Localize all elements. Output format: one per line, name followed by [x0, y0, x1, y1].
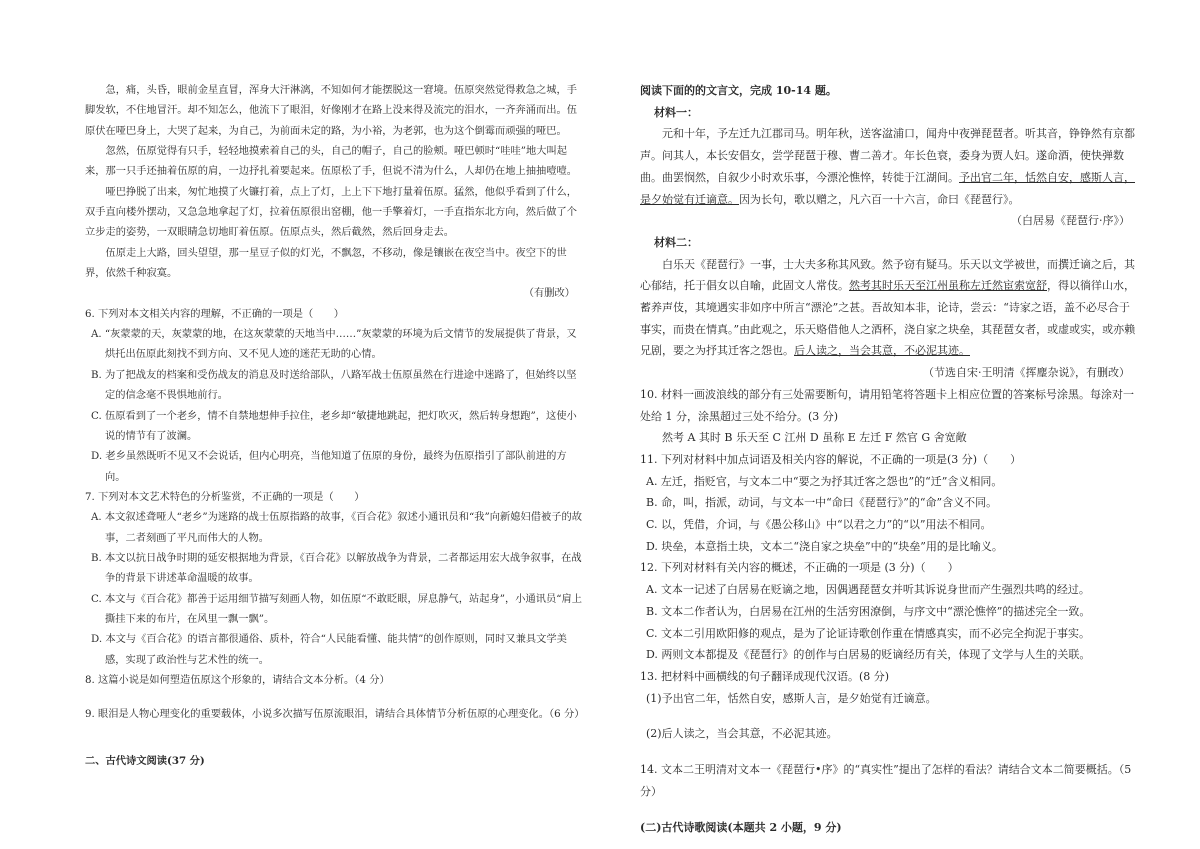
- story-paragraph: 忽然，伍原觉得有只手，轻轻地摸索着自己的头，自己的帽子，自己的脸颊。哑巴顿时“哇哇”地大叫起来，那一只手还抽着伍原的肩，一边抒扎着要起来。伍原松了手，但说不清为什么，人却仍在地上抽抽噎噎。: [85, 145, 578, 178]
- story-paragraph: 哑巴挣脱了出来，匆忙地摸了火镰打着，点上了灯，上上下下地打量着伍原。猛然，他似乎看到了什么，双手直向楼外摆动，又急急地拿起了灯，拉着伍原很出窑棚，他一手擎着灯，一手直指东北方向，然后做了个立步走的姿势，一双眼睛急切地盯着伍原。伍原点头，然后截然，然后回身走去。: [85, 185, 578, 239]
- question-7-stem: 7. 下列对本文艺术特色的分析鉴赏，不正确的一项是（ ）: [85, 490, 365, 503]
- q6-option-b: B. 为了把战友的档案和受伤战友的消息及时送给部队，八路军战士伍原虽然在行进途中迷路了，但始终以坚定的信念毫不畏惧地前行。: [91, 368, 577, 402]
- q12-option-a: A. 文本一记述了白居易在贬谪之地，因偶遇琵琶女并听其诉说身世而产生强烈共鸣的经过。: [646, 583, 1090, 597]
- material-2-source: （节选自宋·王明清《挥麈杂说》，有删改）: [923, 366, 1130, 380]
- question-14: 14. 文本二王明清对文本一《琵琶行•序》的“真实性”提出了怎样的看法？请结合文本二简要概括。（5 分）: [640, 763, 1132, 798]
- question-6-stem: 6. 下列对本文相关内容的理解，不正确的一项是（ ）: [85, 307, 345, 320]
- material-1-label: 材料一：: [654, 105, 698, 119]
- q6-option-d: D. 老乡虽然既听不见又不会说话，但内心明亮，当他知道了伍原的身份，最终为伍原指引了部队前进的方向。: [91, 450, 567, 483]
- story-source: （有删改）: [523, 287, 575, 300]
- q7-option-a: A. 本文叙述聋哑人“老乡”为迷路的战士伍原指路的故事，《百合花》叙述小通讯员和“我”向新媳妇借被子的故事，二者刻画了平凡而伟大的人物。: [91, 511, 583, 544]
- question-8: 8. 这篇小说是如何塑造伍原这个形象的，请结合文本分析。（4 分）: [85, 673, 390, 686]
- question-10-options: 然考 A 其时 B 乐天至 C 江州 D 虽称 E 左迁 F 然官 G 舍宽敞: [662, 431, 967, 445]
- right-column: [640, 80, 1140, 838]
- q12-option-c: C. 文本二引用欧阳修的观点，是为了论证诗歌创作重在情感真实，而不必完全拘泥于事实。: [646, 626, 1091, 640]
- q11-option-c: C. 以，凭借，介词，与《愚公移山》中“以君之力”的“以”用法不相同。: [646, 518, 992, 532]
- material-1-text: 元和十年，予左迁九江郡司马。明年秋，送客湓浦口，闻舟中夜弹琵琶者。听其音，铮铮然有京都声。问其人，本长安倡女，尝学琵琶于穆、曹二善才。年长色衰，委身为贾人妇。遂命酒，使快弹数曲。曲罢悯然，自叙少小时欢乐事，今漂沦憔悴，转徙于江湖间。予出官二年，恬然自安，感斯人言，是夕始觉有迁谪意。因为长句，歌以赠之，凡六百一十六言，命曰《琵琶行》。: [640, 127, 1135, 206]
- question-11-stem: 11. 下列对材料中加点词语及相关内容的解说，不正确的一项是(3 分)（ ）: [640, 452, 1022, 466]
- underlined-sentence-1: 予出官二年，恬然自安，感斯人言，是夕始觉有迁谪意。: [640, 170, 1135, 206]
- q7-option-b: B. 本文以抗日战争时期的延安根据地为背景，《百合花》以解放战争为背景，二者都运用宏大战争叙事，在战争的背景下讲述革命温暖的故事。: [91, 551, 582, 585]
- q6-option-c: C. 伍原看到了一个老乡，情不自禁地想伸手拉住，老乡却“敏捷地跳起，把灯吹灭，然后转身想跑”，这使小说的情节有了波澜。: [91, 409, 577, 442]
- question-10-stem: 10. 材料一画波浪线的部分有三处需要断句，请用铅笔将答题卡上相应位置的答案标号涂黑。每涂对一处给 1 分，涂黑超过三处不给分。(3 分): [640, 387, 1134, 423]
- left-column: [85, 80, 585, 771]
- q7-option-d: D. 本文与《百合花》的语言都很通俗、质朴，符合“人民能看懂、能共情”的创作原则，同时又兼具文学美感，实现了政治性与艺术性的统一。: [91, 633, 567, 666]
- story-paragraph: 伍原走上大路，回头望望，那一星豆子似的灯光，不飘忽，不移动，像是镶嵌在夜空当中。夜空下的世界，依然千种寂寞。: [85, 246, 567, 280]
- story-paragraph: 急，痛，头昏，眼前金星直冒，浑身大汗淋漓，不知如何才能摆脱这一窘境。伍原突然觉得救急之城，手脚发软，不住地冒汗。却不知怎么，他流下了眼泪，好像刚才在路上没来得及流完的泪水，一齐奔涌而出。伍原伏在哑巴身上，大哭了起来，为自己，为前面未定的路，为小裕，为老郭，也为这个倒霉而顽强的哑巴。: [85, 84, 578, 137]
- question-9: 9. 眼泪是人物心理变化的重要载体，小说多次描写伍原流眼泪，请结合具体情节分析伍原的心理变化。（6 分）: [85, 708, 585, 721]
- q13-item-1: (1)予出官二年，恬然自安，感斯人言，是夕始觉有迁谪意。: [646, 691, 937, 705]
- wavy-line-sentence: 然考其时乐天至江州虽称左迁然宦索宽舒: [849, 279, 1047, 293]
- material-2-text: 白乐天《琵琶行》一事，士大夫多称其风致。然予窃有疑马。乐天以文学被世，而撰迁谪之后，其心郁结，托于倡女以自喻，此固文人常伎。然考其时乐天至江州虽称左迁然宦索宽舒，得以徜徉山水，蓄养声伎，其境遇实非如序中所言“漂沦”之甚。吾故知本非，论诗，尝云：“诗家之语，盖不必尽合于事实，而贵在情真。”由此观之，乐天赂借他人之酒杯，浇自家之块垒，其琵琶女者，或虚或实，或亦赖兄剧，要之为抒其迁客之怨也。后人读之，当会其意，不必泥其迹。: [640, 257, 1136, 358]
- q13-item-2: (2)后人读之，当会其意，不必泥其迹。: [646, 727, 838, 741]
- q12-option-d: D. 两则文本都提及《琵琶行》的创作与白居易的贬谪经历有关，体现了文学与人生的关联。: [646, 648, 1091, 662]
- question-13-stem: 13. 把材料中画横线的句子翻译成现代汉语。(8 分): [640, 669, 890, 683]
- q6-option-a: A. “灰蒙蒙的天，灰蒙蒙的地，在这灰蒙蒙的天地当中……”灰蒙蒙的环境为后文情节的发展提供了背景，又烘托出伍原此刻找不到方向、又不见人迹的迷茫无助的心情。: [91, 328, 577, 361]
- section-2-heading: 二、古代诗文阅读(37 分): [85, 754, 205, 767]
- poem-section-heading: (二)古代诗歌阅读(本题共 2 小题，9 分): [640, 820, 842, 834]
- q11-option-a: A. 左迁，指贬官，与文本二中“要之为抒其迁客之怨也”的“迁”含义相同。: [646, 474, 1003, 488]
- q7-option-c: C. 本文与《百合花》都善于运用细节描写刻画人物，如伍原“不敢眨眼，屏息静气，站起身”，小通讯员“肩上撕挂下来的布片，在风里一飘一飘”。: [91, 592, 582, 625]
- material-2-label: 材料二：: [654, 235, 698, 249]
- question-12-stem: 12. 下列对材料有关内容的概述，不正确的一项是 (3 分)（ ）: [640, 561, 959, 575]
- q12-option-b: B. 文本二作者认为，白居易在江州的生活穷困潦倒，与序文中“漂沦憔悴”的描述完全一致。: [646, 604, 1091, 618]
- q11-option-d: D. 块垒，本意指土块，文本二“浇自家之块垒”中的“块垒”用的是比喻义。: [646, 539, 1003, 553]
- underlined-sentence-2: 后人读之，当会其意，不必泥其迹。: [794, 344, 970, 358]
- q11-option-b: B. 命，叫，指派，动词，与文本一中“命曰《琵琶行》”的“命”含义不同。: [646, 496, 998, 510]
- material-1-source: （白居易《琵琶行·序》）: [1011, 214, 1130, 228]
- reading-intro: 阅读下面的的文言文，完成 10-14 题。: [640, 84, 837, 97]
